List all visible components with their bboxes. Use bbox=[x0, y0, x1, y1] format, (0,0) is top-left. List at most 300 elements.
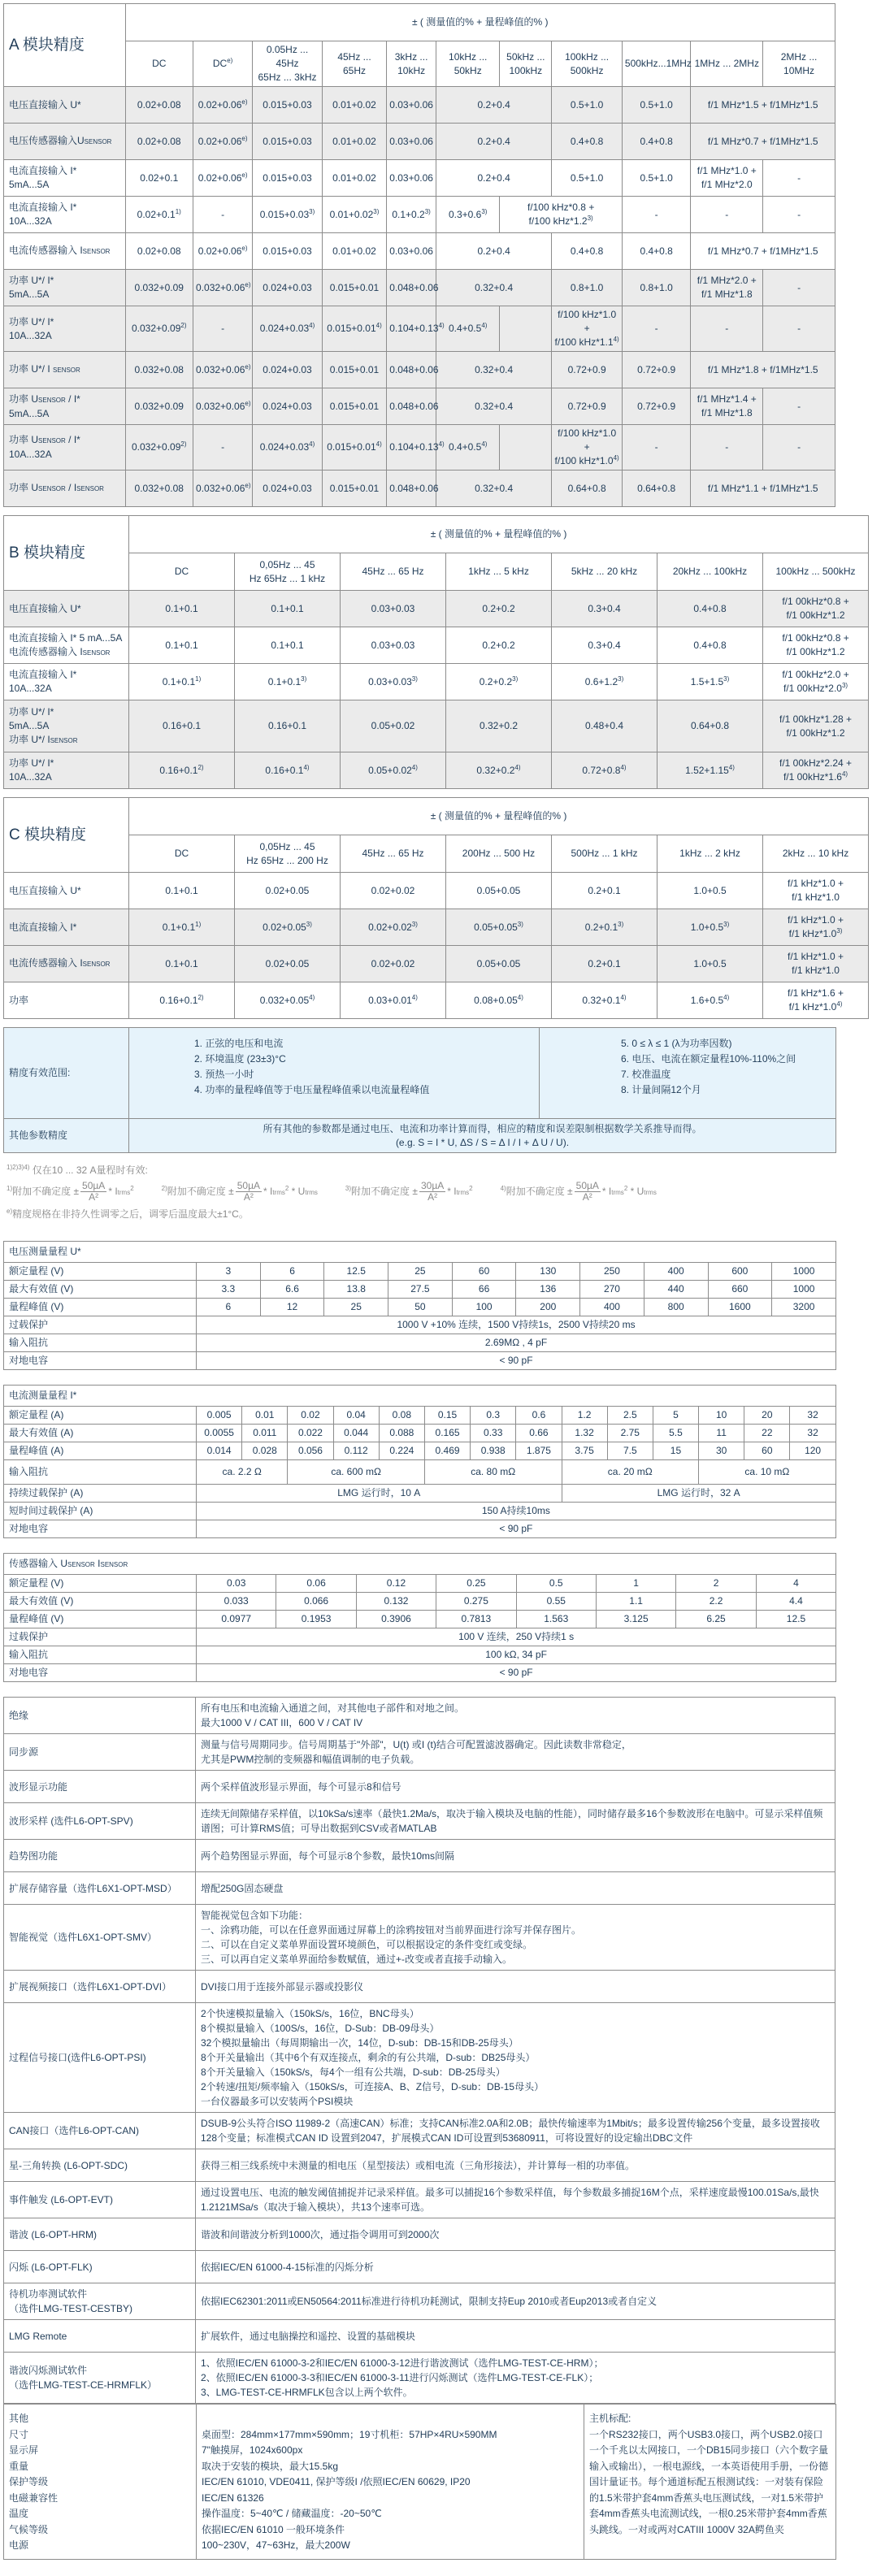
value-cell: 0.3+0.4 bbox=[552, 627, 657, 664]
value-cell: 0.1+0.1 bbox=[129, 591, 235, 627]
row-label: 电流直接输入 I* bbox=[4, 909, 129, 946]
footnote-ref: 4) bbox=[620, 763, 627, 771]
general-labels bbox=[4, 2405, 197, 2560]
column-header: 10kHz ... 50kHz bbox=[436, 41, 500, 87]
value-cell: $1.0+0.5^{3)}$ bbox=[657, 909, 763, 946]
sensor-range-table bbox=[3, 1553, 836, 1682]
value-cell: 0.64+0.8 bbox=[552, 471, 623, 507]
value-cell: 0.64+0.8 bbox=[622, 471, 691, 507]
value-cell: f/1 MHz*1.0 + f/1 MHz*2.0 bbox=[691, 160, 763, 197]
value-cell: $0.02+0.06^{e)}$ bbox=[193, 124, 253, 160]
footnote-ref: 3) bbox=[587, 215, 593, 222]
value-cell: 2.69MΩ , 4 pF bbox=[197, 1334, 836, 1352]
feature-row bbox=[4, 2113, 835, 2149]
footnote-ref: 3) bbox=[301, 674, 307, 683]
value-cell: 0.16+0.1 bbox=[235, 700, 341, 752]
value-cell: < 90 pF bbox=[197, 1520, 836, 1538]
column-header: 500Hz ... 1 kHz bbox=[552, 835, 657, 873]
value-cell: 0.32+0.4 bbox=[436, 270, 552, 306]
value-cell: ca. 20 mΩ bbox=[562, 1460, 699, 1485]
feature-label: 波形采样 (选件L6-OPT-SPV) bbox=[4, 1803, 196, 1840]
row-label: 对地电容 bbox=[4, 1664, 197, 1682]
table-row bbox=[4, 1460, 836, 1485]
table-row bbox=[4, 87, 835, 124]
footnote-ref: 3) bbox=[618, 920, 624, 928]
column-header: 20kHz ... 100kHz bbox=[657, 553, 763, 591]
value-cell: f/1 kHz*1.0 + f/1 kHz*1.0 bbox=[763, 873, 869, 909]
value-cell: 1.563 bbox=[516, 1611, 596, 1628]
value-cell: - bbox=[691, 306, 763, 352]
value-cell: 3200 bbox=[772, 1299, 836, 1316]
footnote-ref: 3) bbox=[723, 674, 730, 683]
value-cell: ca. 600 mΩ bbox=[288, 1460, 425, 1485]
value-cell: f/100 kHz*1.0 + f/100 kHz*1.1$^{4)}$ bbox=[552, 306, 623, 352]
value-cell: f/100 kHz*0.8 + f/100 kHz*1.2$^{3)}$ bbox=[500, 197, 623, 233]
value-cell: 0.132 bbox=[356, 1593, 436, 1611]
value-cell: 7.5 bbox=[607, 1442, 653, 1460]
value-cell: 0.112 bbox=[333, 1442, 379, 1460]
table-row bbox=[4, 627, 869, 664]
value-cell: 0.048+0.06 bbox=[387, 471, 436, 507]
row-label: 电压直接输入 U* bbox=[4, 873, 129, 909]
row-label: 输入阻抗 bbox=[4, 1646, 197, 1664]
value-cell: 25 bbox=[388, 1263, 453, 1281]
value-cell: 11 bbox=[699, 1425, 744, 1442]
column-header: 100kHz ... 500kHz bbox=[552, 41, 623, 87]
value-cell: 0.165 bbox=[424, 1425, 470, 1442]
footnote-uncertainty: $^{2)}$附加不确定度 ± $\frac{\text{50µA}}{\text{A²}}$ * Itrms$^2$ * Utrms bbox=[161, 1180, 318, 1203]
footnote-uncertainty-list bbox=[7, 1181, 870, 1203]
value-cell: 0.02+0.02 bbox=[341, 873, 446, 909]
row-label: 电流直接输入 I* 10A...32A bbox=[4, 197, 126, 233]
value-cell: 0.7813 bbox=[436, 1611, 516, 1628]
feature-value: 扩展软件，通过电脑操控和遥控、设置的基础模块 bbox=[196, 2320, 835, 2353]
value-cell: 4.4 bbox=[756, 1593, 835, 1611]
value-cell: 0.8+1.0 bbox=[552, 270, 623, 306]
feature-row bbox=[4, 2320, 835, 2353]
value-cell: 0.028 bbox=[242, 1442, 288, 1460]
column-header: 45Hz ... 65 Hz bbox=[341, 553, 446, 591]
footnote-ref: 4) bbox=[375, 440, 382, 448]
value-cell: 0.55 bbox=[516, 1593, 596, 1611]
value-cell: 12.5 bbox=[324, 1263, 388, 1281]
general-value: 依据IEC/EN 61010 一般环境条件 bbox=[202, 2523, 345, 2535]
value-cell: 50 bbox=[388, 1299, 453, 1316]
condition-item: 2. 环境温度 (23±3)°C bbox=[194, 1053, 286, 1065]
value-cell: - bbox=[763, 425, 835, 471]
value-cell: 0.015+0.01 bbox=[322, 352, 386, 388]
row-label: 功率 USENSOR / ISENSOR bbox=[4, 471, 126, 507]
table-row bbox=[4, 752, 869, 789]
feature-row bbox=[4, 1734, 835, 1771]
value-cell: 0.3+0.4 bbox=[552, 591, 657, 627]
value-cell: 0.72+0.9 bbox=[622, 388, 691, 425]
feature-row bbox=[4, 2251, 835, 2283]
table-row bbox=[4, 1316, 836, 1334]
voltage-range-table bbox=[3, 1241, 836, 1370]
column-header: 2MHz ... 10MHz bbox=[763, 41, 835, 87]
value-cell: 1.32 bbox=[562, 1425, 607, 1442]
value-cell: $0.02+0.02^{3)}$ bbox=[341, 909, 446, 946]
footnote-ref: 4) bbox=[481, 322, 488, 329]
footnote-ref: 3) bbox=[723, 920, 730, 928]
value-cell: 0.4+0.8 bbox=[622, 233, 691, 270]
value-cell: $0.16+0.1^{4)}$ bbox=[235, 752, 341, 789]
value-cell: $0.32+0.2^{4)}$ bbox=[446, 752, 552, 789]
value-cell: $0.024+0.03^{4)}$ bbox=[253, 306, 323, 352]
value-cell: f/1 MHz*1.5 + f/1MHz*1.5 bbox=[691, 87, 835, 124]
value-cell: 0.032+0.08 bbox=[125, 471, 193, 507]
row-label: 电流直接输入 I* 5 mA...5A 电流传感器输入 ISENSOR bbox=[4, 627, 129, 664]
value-cell: 136 bbox=[516, 1281, 580, 1299]
feature-value: 两个趋势图显示界面，每个可显示8个参数，最快10ms间隔 bbox=[196, 1840, 835, 1872]
value-cell: $0.72+0.8^{4)}$ bbox=[552, 752, 657, 789]
footnote-uncertainty: $^{3)}$附加不确定度 ± $\frac{\text{30µA}}{\text{A²}}$ * Itrms$^2$ bbox=[345, 1180, 473, 1203]
footnote-ref: 4) bbox=[841, 770, 848, 778]
feature-label: 智能视觉（选件L6X1-OPT-SMV） bbox=[4, 1905, 196, 1971]
footnote-ref: e) bbox=[245, 280, 251, 288]
value-cell: 0.024+0.03 bbox=[253, 388, 323, 425]
row-label: 电流直接输入 I* 10A...32A bbox=[4, 664, 129, 700]
value-cell: 0.25 bbox=[436, 1575, 516, 1593]
footnote-ref: 3) bbox=[309, 207, 315, 215]
module-b-title: B 模块精度 bbox=[4, 516, 129, 591]
row-label: 额定量程 (V) bbox=[4, 1575, 197, 1593]
value-cell: 1000 V +10% 连续，1500 V持续1s，2500 V持续20 ms bbox=[197, 1316, 836, 1334]
value-cell: 2.75 bbox=[607, 1425, 653, 1442]
value-cell: $0.015+0.03^{3)}$ bbox=[253, 197, 323, 233]
value-cell: 66 bbox=[452, 1281, 516, 1299]
column-header: 100kHz ... 500kHz bbox=[763, 553, 869, 591]
row-label: 持续过载保护 (A) bbox=[4, 1485, 197, 1503]
general-value: IEC/EN 61010, VDE0411, 保护等级I /依照IEC/EN 60629, IP20 bbox=[202, 2476, 471, 2487]
footnote-ref: 4) bbox=[375, 322, 382, 329]
value-cell: 0.048+0.06 bbox=[387, 270, 436, 306]
value-cell: 0.2+0.4 bbox=[436, 124, 552, 160]
table-row bbox=[4, 909, 869, 946]
value-cell: 6.6 bbox=[260, 1281, 324, 1299]
value-cell: 0.022 bbox=[288, 1425, 333, 1442]
value-cell: 660 bbox=[708, 1281, 772, 1299]
row-label: 功率 U*/ I* 10A...32A bbox=[4, 306, 126, 352]
value-cell: 0.03+0.03 bbox=[341, 591, 446, 627]
value-cell: $0.4+0.5^{4)}$ bbox=[436, 425, 500, 471]
value-cell: 0.2+0.1 bbox=[552, 946, 657, 982]
general-label: 电源 bbox=[9, 2539, 29, 2551]
feature-value: 增配250G固态硬盘 bbox=[196, 1872, 835, 1905]
general-label: 温度 bbox=[9, 2508, 29, 2519]
feature-label: 过程信号接口(选件L6-OPT-PSI) bbox=[4, 2003, 196, 2113]
value-cell: $0.032+0.09^{2)}$ bbox=[125, 425, 193, 471]
row-label: 短时间过载保护 (A) bbox=[4, 1503, 197, 1520]
other-params-label: 其他参数精度 bbox=[4, 1119, 129, 1153]
column-header: 45Hz ... 65 Hz bbox=[341, 835, 446, 873]
value-cell: 0.024+0.03 bbox=[253, 471, 323, 507]
value-cell: $0.02+0.05^{3)}$ bbox=[235, 909, 341, 946]
feature-value: 通过设置电压、电流的触发阈值捕捉并记录采样值。最多可以捕捉16个参数采样值，每个参数最多捕捉16M个点，采样速度最慢100.01Sa/s,最快1.2121MSa/s（取决于输入模块），共13个速率可选。 bbox=[196, 2182, 835, 2218]
value-cell: - bbox=[691, 197, 763, 233]
value-cell: 0.12 bbox=[356, 1575, 436, 1593]
row-label: 最大有效值 (V) bbox=[4, 1593, 197, 1611]
value-cell: $0.08+0.05^{4)}$ bbox=[446, 982, 552, 1019]
footnote-ref: e) bbox=[241, 134, 248, 142]
value-cell: 0.056 bbox=[288, 1442, 333, 1460]
value-cell: $0.05+0.02^{4)}$ bbox=[341, 752, 446, 789]
value-cell: 0.32+0.4 bbox=[436, 471, 552, 507]
standard-accessories bbox=[584, 2405, 836, 2560]
value-cell: $1.52+1.15^{4)}$ bbox=[657, 752, 763, 789]
value-cell: 0.02 bbox=[288, 1407, 333, 1425]
features-table bbox=[3, 1697, 835, 2404]
table-row bbox=[4, 352, 835, 388]
value-cell: 440 bbox=[644, 1281, 708, 1299]
value-cell: f/1 MHz*1.1 + f/1MHz*1.5 bbox=[691, 471, 835, 507]
value-cell: 0.015+0.03 bbox=[253, 233, 323, 270]
table-row bbox=[4, 664, 869, 700]
footnote-ref: 1) bbox=[195, 674, 202, 683]
value-cell: 5.5 bbox=[653, 1425, 698, 1442]
row-label: 最大有效值 (A) bbox=[4, 1425, 197, 1442]
value-cell: $0.032+0.06^{e)}$ bbox=[193, 270, 253, 306]
row-label: 功率 USENSOR / I* 5mA...5A bbox=[4, 388, 126, 425]
value-cell: 60 bbox=[452, 1263, 516, 1281]
row-label: 电流直接输入 I* 5mA...5A bbox=[4, 160, 126, 197]
value-cell: 0.04 bbox=[333, 1407, 379, 1425]
value-cell: 0.015+0.03 bbox=[253, 124, 323, 160]
general-label: 气候等级 bbox=[9, 2523, 49, 2535]
table-row bbox=[4, 591, 869, 627]
value-cell: f/1 00kHz*2.0 + f/1 00kHz*2.0$^{3)}$ bbox=[763, 664, 869, 700]
value-cell: < 90 pF bbox=[197, 1352, 836, 1370]
value-cell: 0.16+0.1 bbox=[129, 700, 235, 752]
general-value: 7"触摸屏，1024x600px bbox=[202, 2444, 303, 2456]
sensor-range-caption: 传感器输入 USENSOR ISENSOR bbox=[4, 1554, 836, 1575]
row-label: 电压直接输入 U* bbox=[4, 87, 126, 124]
table-row bbox=[4, 1425, 836, 1442]
condition-item: 6. 电压、电流在额定量程10%-110%之间 bbox=[621, 1053, 796, 1065]
value-cell: LMG 运行时，32 A bbox=[562, 1485, 835, 1503]
feature-value: 智能视觉包含如下功能： 一、涂鸦功能，可以在任意界面通过屏幕上的涂鸦按钮对当前界面进行涂写并保存图片。 二、可以在自定义菜单界面设置环境颜色，可以根据设定的条件变红或变绿。 三、可以再自定义菜单界面给参数赋值，通过+-改变或者直接手动输入。 bbox=[196, 1905, 835, 1971]
value-cell: - bbox=[691, 425, 763, 471]
value-cell: $0.1+0.1^{3)}$ bbox=[235, 664, 341, 700]
value-cell: $0.1+0.2^{3)}$ bbox=[387, 197, 436, 233]
module-a-table bbox=[3, 3, 835, 507]
value-cell: 1.0+0.5 bbox=[657, 946, 763, 982]
column-header: DC bbox=[129, 553, 235, 591]
table-row bbox=[4, 946, 869, 982]
row-label: 对地电容 bbox=[4, 1352, 197, 1370]
value-cell: 12.5 bbox=[756, 1611, 835, 1628]
value-cell: 400 bbox=[580, 1299, 644, 1316]
value-cell: 0.32+0.2 bbox=[446, 700, 552, 752]
feature-row bbox=[4, 1971, 835, 2003]
footnote-ref: 3) bbox=[373, 207, 380, 215]
value-cell: 0.032+0.08 bbox=[125, 352, 193, 388]
value-cell: $0.032+0.05^{4)}$ bbox=[235, 982, 341, 1019]
column-header: 0.05Hz ... 45Hz 65Hz ... 3kHz bbox=[253, 41, 323, 87]
value-cell: 100 V 连续，250 V持续1 s bbox=[197, 1628, 836, 1646]
value-cell: 1000 bbox=[772, 1263, 836, 1281]
footnotes bbox=[3, 1153, 870, 1229]
footnote-ref: 2) bbox=[197, 763, 204, 771]
value-cell: 0.03+0.06 bbox=[387, 124, 436, 160]
value-cell: ca. 10 mΩ bbox=[699, 1460, 836, 1485]
footnote-ref: 3) bbox=[841, 682, 848, 689]
value-cell: 1 bbox=[596, 1575, 675, 1593]
value-cell: $0.32+0.1^{4)}$ bbox=[552, 982, 657, 1019]
table-row bbox=[4, 1520, 836, 1538]
value-cell bbox=[500, 425, 552, 471]
value-cell: $0.6+1.2^{3)}$ bbox=[552, 664, 657, 700]
value-cell: $0.015+0.01^{4)}$ bbox=[322, 425, 386, 471]
value-cell: 0.4+0.8 bbox=[552, 124, 623, 160]
row-label: 对地电容 bbox=[4, 1520, 197, 1538]
value-cell: - bbox=[622, 306, 691, 352]
value-cell: 0.72+0.9 bbox=[552, 352, 623, 388]
value-cell: 0.08 bbox=[379, 1407, 424, 1425]
general-label: 尺寸 bbox=[9, 2428, 29, 2440]
feature-label: 趋势图功能 bbox=[4, 1840, 196, 1872]
value-cell: 0.6 bbox=[516, 1407, 562, 1425]
general-label: 电磁兼容性 bbox=[9, 2491, 59, 2504]
value-cell: 1.0+0.5 bbox=[657, 873, 763, 909]
value-cell: 6 bbox=[197, 1299, 261, 1316]
value-cell: 3.3 bbox=[197, 1281, 261, 1299]
value-cell: $0.4+0.5^{4)}$ bbox=[436, 306, 500, 352]
general-label: 保护等级 bbox=[9, 2476, 49, 2487]
value-cell: 1.2 bbox=[562, 1407, 607, 1425]
condition-item: 1. 正弦的电压和电流 bbox=[194, 1038, 284, 1049]
fraction: $\frac{\text{30µA}}{\text{A²}}$ bbox=[420, 1180, 445, 1203]
value-cell: 0.014 bbox=[197, 1442, 242, 1460]
other-params-value bbox=[129, 1119, 836, 1153]
value-cell: 0.1953 bbox=[276, 1611, 356, 1628]
value-cell: 0.72+0.9 bbox=[622, 352, 691, 388]
general-value bbox=[202, 2411, 579, 2427]
feature-row bbox=[4, 1803, 835, 1840]
footnote-ref: e) bbox=[227, 57, 233, 64]
table-row bbox=[4, 471, 835, 507]
value-cell: 0.4+0.8 bbox=[657, 627, 763, 664]
value-cell: 0.032+0.09 bbox=[125, 270, 193, 306]
footnote-ref: 4) bbox=[514, 763, 521, 771]
value-cell: 0.03+0.06 bbox=[387, 160, 436, 197]
row-label: 额定量程 (V) bbox=[4, 1263, 197, 1281]
feature-label: 谐波闪烁测试软件 （选件LMG-TEST-CE-HRMFLK） bbox=[4, 2353, 196, 2404]
value-cell: 6.25 bbox=[676, 1611, 756, 1628]
value-cell: 400 bbox=[644, 1263, 708, 1281]
row-label: 输入阻抗 bbox=[4, 1334, 197, 1352]
row-label: 最大有效值 (V) bbox=[4, 1281, 197, 1299]
value-cell: f/1 00kHz*1.28 + f/1 00kHz*1.2 bbox=[763, 700, 869, 752]
row-label: 功率 USENSOR / I* 10A...32A bbox=[4, 425, 126, 471]
value-cell: 0.048+0.06 bbox=[387, 388, 436, 425]
footnote-ref: 4) bbox=[723, 993, 730, 1001]
value-cell: $0.02+0.1^{1)}$ bbox=[125, 197, 193, 233]
feature-value: DVI接口用于连接外部显示器或投影仪 bbox=[196, 1971, 835, 2003]
value-cell: $0.032+0.06^{e)}$ bbox=[193, 471, 253, 507]
value-cell: $0.015+0.01^{4)}$ bbox=[322, 306, 386, 352]
value-cell: 0.01+0.02 bbox=[322, 124, 386, 160]
value-cell: $0.03+0.03^{3)}$ bbox=[341, 664, 446, 700]
feature-row bbox=[4, 1840, 835, 1872]
footnote-ref: 4) bbox=[836, 1000, 843, 1008]
condition-item: 4. 功率的量程峰值等于电压量程峰值乘以电流量程峰值 bbox=[194, 1084, 430, 1095]
value-cell: 0.4+0.8 bbox=[657, 591, 763, 627]
value-cell: 0.5 bbox=[516, 1575, 596, 1593]
value-cell: 0.2+0.2 bbox=[446, 591, 552, 627]
accuracy-formula-header: ± ( 测量值的% + 量程峰值的% ) bbox=[125, 4, 835, 41]
value-cell: 0.05+0.02 bbox=[341, 700, 446, 752]
row-label: 功率 U*/ I* 10A...32A bbox=[4, 752, 129, 789]
table-row bbox=[4, 124, 835, 160]
table-row bbox=[4, 982, 869, 1019]
value-cell: $0.16+0.1^{2)}$ bbox=[129, 982, 235, 1019]
value-cell: 0.32+0.4 bbox=[436, 352, 552, 388]
feature-label: 同步源 bbox=[4, 1734, 196, 1771]
value-cell: 250 bbox=[580, 1263, 644, 1281]
value-cell: 0.224 bbox=[379, 1442, 424, 1460]
value-cell: 0.64+0.8 bbox=[657, 700, 763, 752]
value-cell: 0.15 bbox=[424, 1407, 470, 1425]
footnote-ref: 3) bbox=[411, 674, 418, 683]
footnote-ref: e) bbox=[245, 362, 251, 371]
current-range-table bbox=[3, 1385, 836, 1538]
value-cell: 100 bbox=[452, 1299, 516, 1316]
value-cell: 0.02+0.1 bbox=[125, 160, 193, 197]
value-cell: $0.2+0.1^{3)}$ bbox=[552, 909, 657, 946]
table-row bbox=[4, 1407, 836, 1425]
feature-value: DSUB-9公头符合ISO 11989-2（高速CAN）标准；支持CAN标准2.0A和2.0B；最快传输速率为1Mbit/s；最多设置传输256个变量，最多设置接收128个变量；标准模式CAN ID 设置到2047，扩展模式CAN ID可设置到53680911，可将设置好的设定输出DBC文件 bbox=[196, 2113, 835, 2149]
footnote-ref: 3) bbox=[481, 207, 488, 215]
fraction: $\frac{\text{50µA}}{\text{A²}}$ bbox=[575, 1180, 599, 1203]
value-cell: 4 bbox=[756, 1575, 835, 1593]
row-label: 电流传感器输入 ISENSOR bbox=[4, 946, 129, 982]
value-cell: 0.005 bbox=[197, 1407, 242, 1425]
column-header: 45Hz ... 65Hz bbox=[322, 41, 386, 87]
value-cell: 15 bbox=[653, 1442, 698, 1460]
value-cell: f/1 00kHz*2.24 + f/1 00kHz*1.6$^{4)}$ bbox=[763, 752, 869, 789]
value-cell: 0.024+0.03 bbox=[253, 352, 323, 388]
feature-value: 获得三相三线系统中未测量的相电压（星型接法）或相电流（三角形接法），并计算每一相的功率值。 bbox=[196, 2149, 835, 2182]
column-header: 500kHz...1MHz bbox=[622, 41, 691, 87]
footnote-ref: 4) bbox=[438, 322, 445, 329]
value-cell: 0.02+0.02 bbox=[341, 946, 446, 982]
value-cell: f/1 MHz*0.7 + f/1MHz*1.5 bbox=[691, 233, 835, 270]
value-cell: 0.015+0.03 bbox=[253, 87, 323, 124]
table-row bbox=[4, 425, 835, 471]
column-header: 1kHz ... 5 kHz bbox=[446, 553, 552, 591]
value-cell: 3.75 bbox=[562, 1442, 607, 1460]
footnote-ref: 3) bbox=[411, 920, 418, 928]
feature-label: 事件触发 (L6-OPT-EVT) bbox=[4, 2182, 196, 2218]
table-row bbox=[4, 233, 835, 270]
value-cell: 10 bbox=[699, 1407, 744, 1425]
value-cell: 2 bbox=[676, 1575, 756, 1593]
value-cell: 0.032+0.09 bbox=[125, 388, 193, 425]
value-cell: 0.015+0.01 bbox=[322, 388, 386, 425]
table-row bbox=[4, 1646, 836, 1664]
value-cell: 0.03+0.06 bbox=[387, 87, 436, 124]
table-row bbox=[4, 160, 835, 197]
column-header: 50kHz ... 100kHz bbox=[500, 41, 552, 87]
value-cell: 0.01+0.02 bbox=[322, 233, 386, 270]
footnote-ref: 3) bbox=[517, 920, 523, 928]
general-label: 重量 bbox=[9, 2460, 29, 2472]
general-value: IEC/EN 61326 bbox=[202, 2491, 264, 2504]
value-cell: 0.1+0.1 bbox=[129, 627, 235, 664]
value-cell: - bbox=[622, 197, 691, 233]
